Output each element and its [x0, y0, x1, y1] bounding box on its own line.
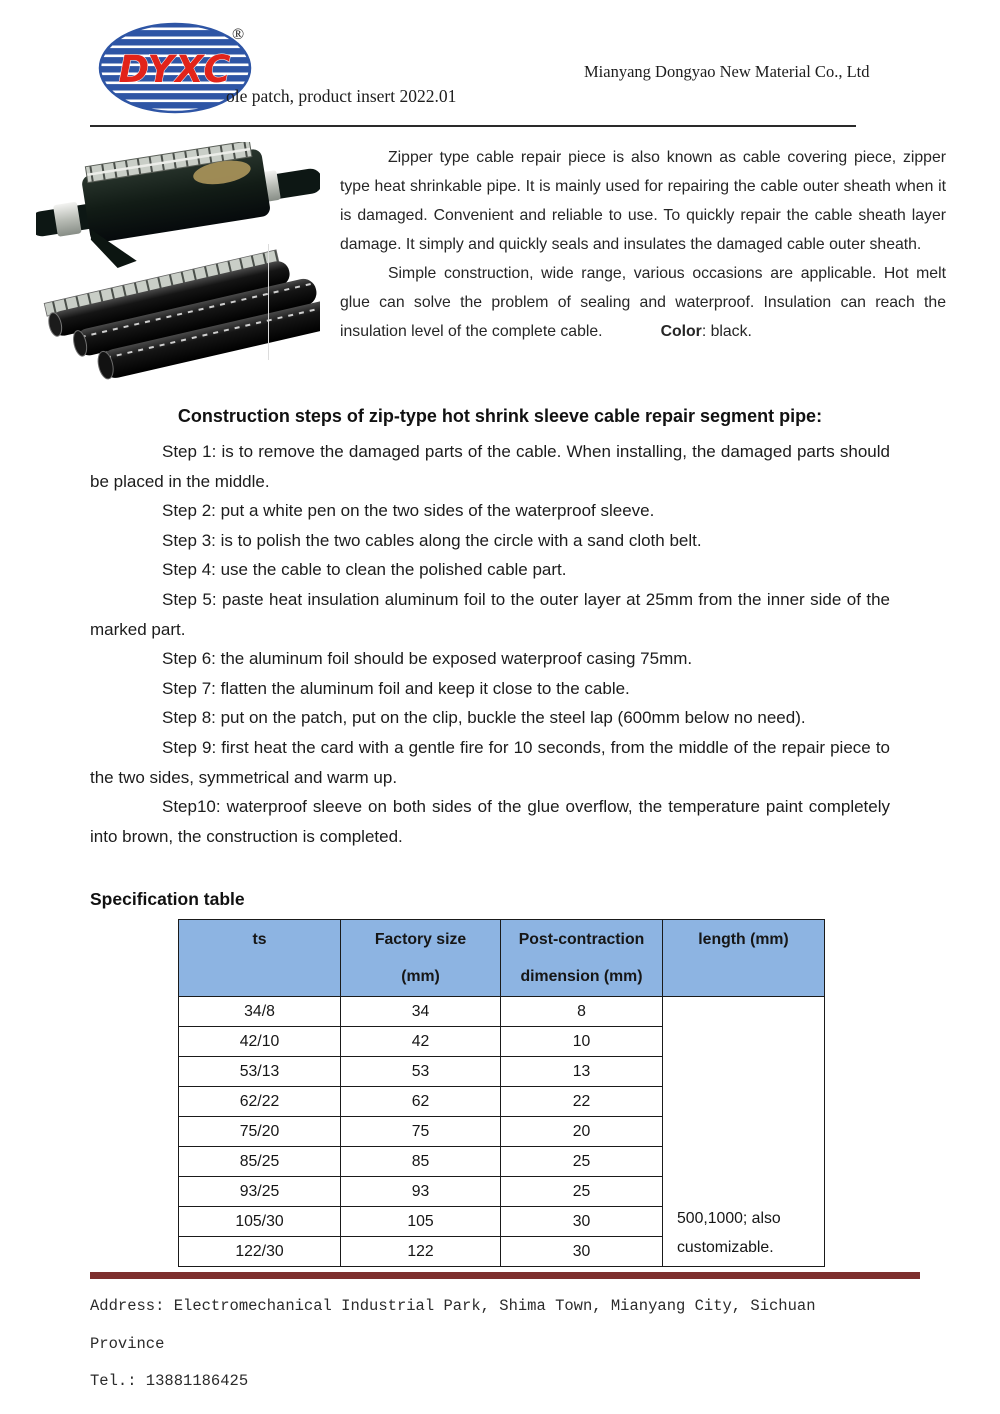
product-photo	[36, 142, 320, 382]
intro-section	[340, 143, 946, 346]
cell-factory: 34	[341, 997, 501, 1027]
cell-ts: 85/25	[179, 1147, 341, 1177]
cell-post: 30	[501, 1237, 663, 1267]
cell-ts: 122/30	[179, 1237, 341, 1267]
construction-step-8: Step 8: put on the patch, put on the clip, buckle the steel lap (600mm below no need).	[162, 708, 806, 728]
construction-step-10: Step10: waterproof sleeve on both sides of the glue overflow, the temperature paint completely into brown, the construction is completed.	[90, 797, 890, 846]
cell-factory: 85	[341, 1147, 501, 1177]
intro-paragraph-2-text: Simple construction, wide range, various occasions are applicable. Hot melt glue can solve the problem of sealing and waterproof. Insulation can reach the insulation level of the complete cable.	[340, 265, 946, 340]
construction-step-5: Step 5: paste heat insulation aluminum foil to the outer layer at 25mm from the inner side of the marked part.	[90, 589, 890, 639]
tel-text: Tel.: 13881186425	[90, 1372, 249, 1390]
color-value: : black.	[701, 323, 752, 340]
cell-factory: 42	[341, 1027, 501, 1057]
spec-table-label: Specification table	[90, 889, 245, 909]
cell-factory: 53	[341, 1057, 501, 1087]
construction-step-4: Step 4: use the cable to clean the polished cable part.	[162, 560, 567, 580]
cell-ts: 42/10	[179, 1027, 341, 1057]
construction-step-6: Step 6: the aluminum foil should be exposed waterproof casing 75mm.	[162, 649, 693, 669]
construction-steps	[90, 437, 890, 851]
footer-rule	[90, 1272, 920, 1279]
intro-paragraph-1: Zipper type cable repair piece is also known as cable covering piece, zipper type heat shrinkable pipe. It is mainly used for repairing the cable outer sheath when it is damaged. Convenient and reliable to use. To quickly repair the cable sheath layer damage. It simply and quickly seals and insulates the damaged cable outer sheath.	[340, 149, 946, 253]
table-row	[179, 997, 825, 1027]
cell-ts: 62/22	[179, 1087, 341, 1117]
col-header-post-contraction: Post-contraction dimension (mm)	[501, 920, 663, 997]
cell-ts: 75/20	[179, 1117, 341, 1147]
cell-post: 20	[501, 1117, 663, 1147]
address-text: Address: Electromechanical Industrial Park, Shima Town, Mianyang City, Sichuan Province	[90, 1297, 816, 1353]
cell-factory: 93	[341, 1177, 501, 1207]
col-header-length: length (mm)	[663, 920, 825, 997]
construction-step-1: Step 1: is to remove the damaged parts of the cable. When installing, the damaged parts should be placed in the middle.	[90, 442, 890, 491]
cell-post: 10	[501, 1027, 663, 1057]
cell-factory: 62	[341, 1087, 501, 1117]
spec-table-header-row	[179, 920, 825, 997]
doc-label: ole patch, product insert 2022.01	[226, 86, 457, 106]
cell-post: 22	[501, 1087, 663, 1117]
construction-heading: Construction steps of zip-type hot shrink sleeve cable repair segment pipe:	[177, 406, 823, 426]
cell-ts: 93/25	[179, 1177, 341, 1207]
length-note: 500,1000; also customizable.	[663, 997, 825, 1267]
col-header-factory-size: Factory size (mm)	[341, 920, 501, 997]
cell-ts: 105/30	[179, 1207, 341, 1237]
spec-table	[178, 919, 825, 1267]
cell-post: 25	[501, 1147, 663, 1177]
registered-mark-icon: ®	[232, 26, 245, 43]
cell-ts: 34/8	[179, 997, 341, 1027]
construction-step-7: Step 7: flatten the aluminum foil and keep it close to the cable.	[162, 678, 630, 698]
construction-step-3: Step 3: is to polish the two cables along the circle with a sand cloth belt.	[162, 530, 702, 550]
cell-factory: 122	[341, 1237, 501, 1267]
intro-paragraph-2	[340, 259, 946, 346]
construction-step-9: Step 9: first heat the card with a gentle fire for 10 seconds, from the middle of the repair piece to the two sides, symmetrical and warm up.	[90, 737, 890, 787]
footer-section	[90, 1288, 890, 1401]
cell-ts: 53/13	[179, 1057, 341, 1087]
construction-step-2: Step 2: put a white pen on the two sides of the waterproof sleeve.	[162, 501, 655, 521]
cell-post: 8	[501, 997, 663, 1027]
company-name: Mianyang Dongyao New Material Co., Ltd	[584, 62, 870, 81]
cell-factory: 75	[341, 1117, 501, 1147]
cell-post: 25	[501, 1177, 663, 1207]
color-label: Color	[660, 323, 702, 340]
cell-post: 13	[501, 1057, 663, 1087]
header-rule	[90, 125, 856, 127]
logo-text: DYXC	[118, 48, 232, 91]
photo-edge-line	[268, 244, 269, 360]
cell-factory: 105	[341, 1207, 501, 1237]
cell-post: 30	[501, 1207, 663, 1237]
col-header-ts: ts	[179, 920, 341, 997]
